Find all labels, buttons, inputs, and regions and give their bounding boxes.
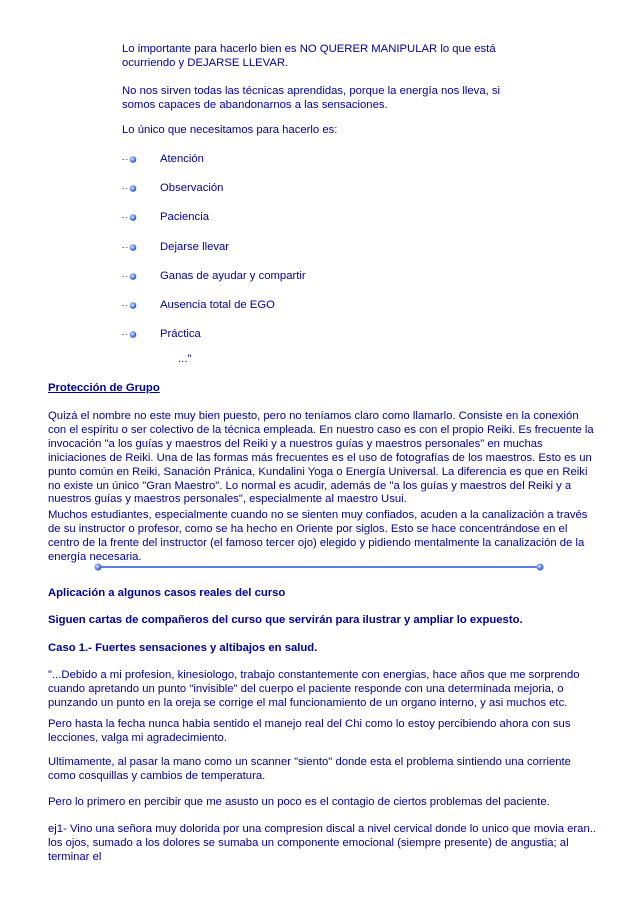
list-item <box>122 241 522 255</box>
list-item-label: Dejarse llevar <box>160 240 230 253</box>
list-item <box>122 153 522 167</box>
intro-paragraph-1: Lo importante para hacerlo bien es NO QUERER MANIPULAR lo que está ocurriendo y DEJARSE LLEVAR. <box>122 43 496 69</box>
intro-paragraph-2: No nos sirven todas las técnicas aprendidas, porque la energía nos lleva, si somos capaces de abandonarnos a las sensaciones. <box>122 85 501 111</box>
caso-1-heading: Caso 1.- Fuertes sensaciones y altibajos en salud. <box>48 642 318 654</box>
bullet-icon <box>122 273 138 280</box>
caso-1-paragraph-5: ej1- Vino una señora muy dolorida por una compresion discal a nivel cervical donde lo unico que movia eran.. los ojos, sumado a los dolores se sumaba un componente emocional (siempre presente) de angustia; al terminar el <box>48 823 597 863</box>
aplicacion-subheading: Siguen cartas de compañeros del curso que servirán para ilustrar y ampliar lo expuesto. <box>48 614 523 626</box>
bullet-icon <box>122 331 138 338</box>
proteccion-paragraph-1: Quizá el nombre no este muy bien puesto, pero no teníamos claro como llamarlo. Consiste en la conexión con el espíritu o ser colectivo de la técnica empleada. En nuestro caso es con el propio Reiki. Es frecuente la invocación "a los guías y maestros del Reiki y a nuestros guías y maestros personales" en muchas iniciaciones de Reiki. Una de las formas más frecuentes es el uso de fotografías de los maestros. Esto es un punto común en Reiki, Sanación Pránica, Kundalini Yoga o Energía Universal. La diferencia es que en Reiki no existe un único "Gran Maestro". Lo normal es acudir, además de "a los guías y maestros del Reiki y a nuestros guías y maestros personales", especialmente al maestro Usui. <box>48 410 594 506</box>
bullet-icon <box>122 185 138 192</box>
list-item-label: Ganas de ayudar y compartir <box>160 269 306 282</box>
list-item-label: Paciencia <box>160 211 209 224</box>
bullet-icon <box>122 244 138 251</box>
bullet-icon <box>122 302 138 309</box>
list-item-label: Ausencia total de EGO <box>160 299 275 311</box>
list-item-label: Atención <box>160 153 204 165</box>
list-item <box>122 328 522 342</box>
proteccion-paragraph-2: Muchos estudiantes, especialmente cuando no se sienten muy confiados, acuden a la canalización a través de su instructor o profesor, como se ha hecho en Oriente por siglos. Esto se hace concentrándose en el centro de la frente del instructor (el famoso tercer ojo) elegido y pidiendo mentalmente la canalización de la energía necesaria. <box>48 509 588 563</box>
intro-paragraph-3: Lo único que necesitamos para hacerlo es: <box>122 124 338 136</box>
list-item <box>122 299 522 313</box>
caso-1-paragraph-2: Pero hasta la fecha nunca habia sentido el manejo real del Chi como lo estoy percibiendo ahora con sus lecciones, valga mi agradecimiento. <box>48 718 571 744</box>
list-item <box>122 270 522 284</box>
list-item-label: Observación <box>160 182 224 195</box>
section-heading-proteccion: Protección de Grupo <box>48 382 160 394</box>
list-item <box>122 182 522 196</box>
caso-1-paragraph-1: "...Debido a mi profesion, kinesiologo, trabajo constantemente con energias, hace años que me sorprendo cuando apretando un punto "invisible" del cuerpo el paciente responde con una determinada mejoria, o punzando un punto en la oreja se corrige el mal funcionamiento de un organo interno, y asi muchos etc. <box>48 669 580 709</box>
bullet-icon <box>122 156 138 163</box>
section-heading-aplicacion: Aplicación a algunos casos reales del curso <box>48 587 286 599</box>
caso-1-paragraph-4: Pero lo primero en percibir que me asusto un poco es el contagio de ciertos problemas del paciente. <box>48 796 550 808</box>
caso-1-paragraph-3: Ultimamente, al pasar la mano como un scanner "siento" donde esta el problema sintiendo una corriente como cosquillas y cambios de temperatura. <box>48 756 571 782</box>
list-item-label: Práctica <box>160 328 201 341</box>
list-item <box>122 211 522 225</box>
list-ending: ..." <box>178 353 192 365</box>
bullet-icon <box>122 214 138 221</box>
divider-line <box>94 562 544 572</box>
